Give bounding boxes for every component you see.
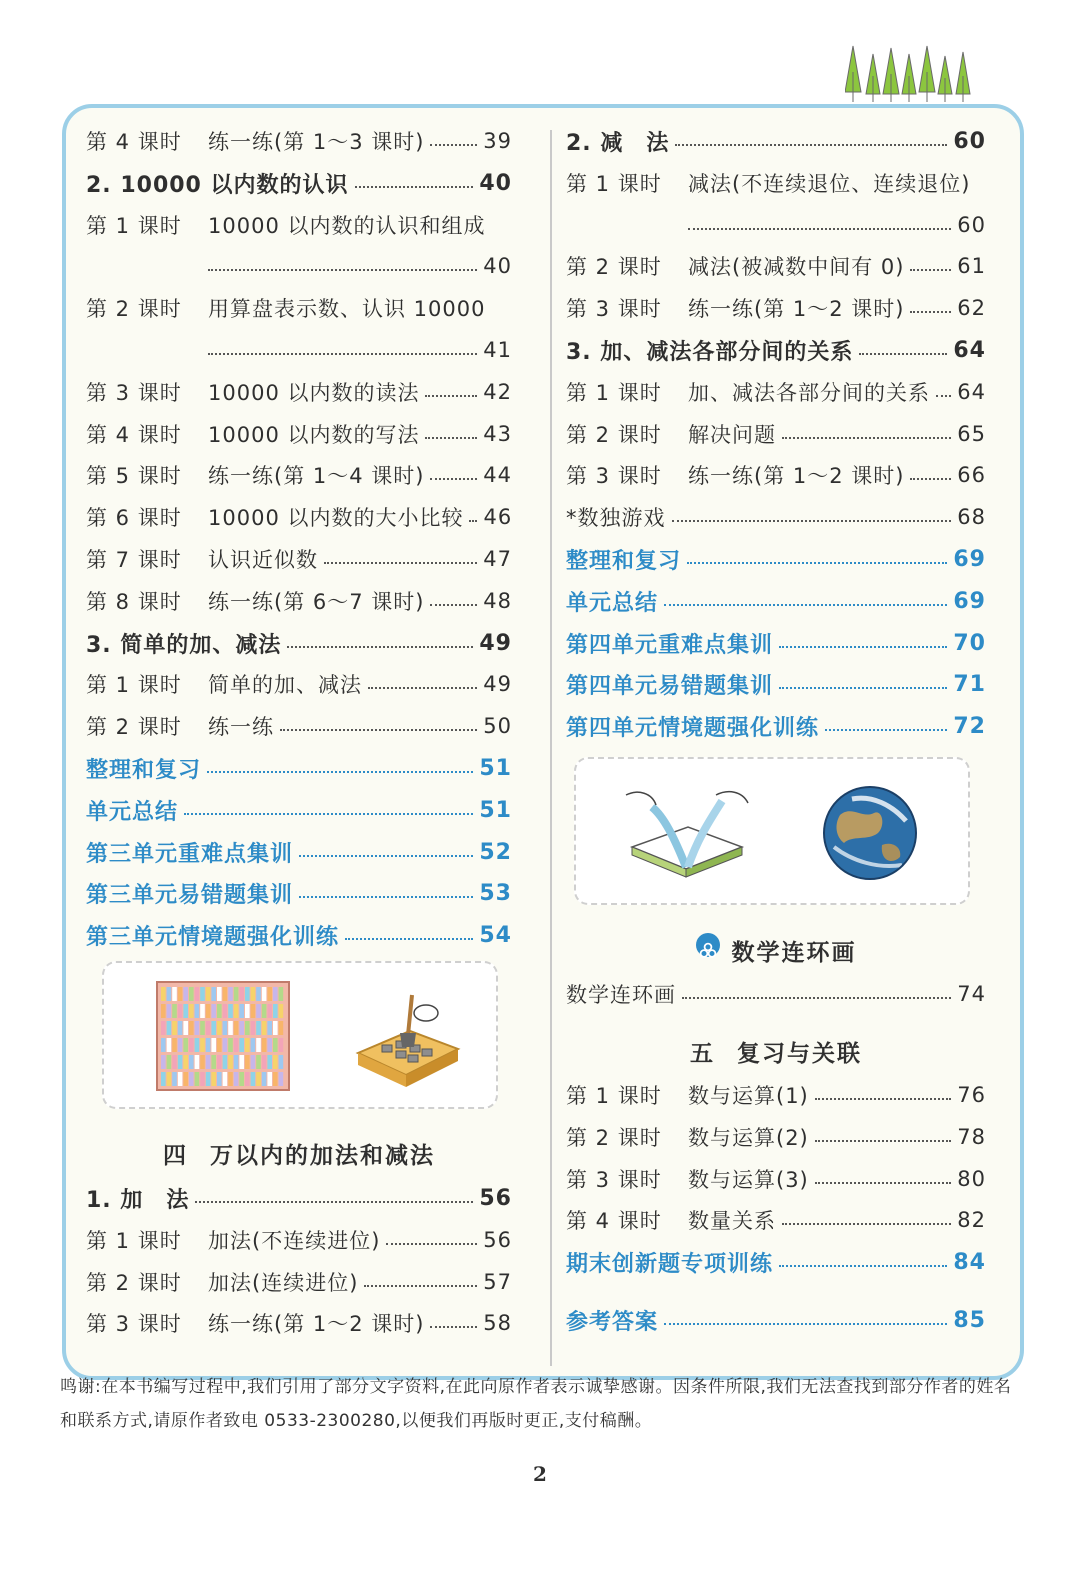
leader-dots (664, 604, 947, 606)
entry-title: 练一练 (208, 715, 274, 739)
page-ref: 51 (479, 755, 512, 781)
toc-entry[interactable] (86, 496, 512, 538)
page-ref: 82 (957, 1208, 986, 1232)
leader-dots (299, 855, 473, 857)
toc-entry[interactable] (566, 1158, 986, 1200)
leader-dots (345, 938, 473, 940)
tree-icon (845, 46, 970, 102)
page-ref: 54 (479, 922, 512, 948)
toc-entry[interactable] (566, 496, 986, 538)
page-ref: 64 (953, 337, 986, 363)
lesson-label: 第 1 课时 (86, 1229, 182, 1253)
page-ref: 39 (483, 129, 512, 153)
leader-dots (430, 1326, 477, 1328)
leader-dots (682, 997, 951, 999)
toc-special[interactable] (566, 663, 986, 705)
entry-title: 数与运算(2) (688, 1126, 809, 1150)
comic-heading (566, 930, 986, 976)
entry-title: 第三单元易错题集训 (86, 882, 294, 908)
toc-entry[interactable] (566, 287, 986, 329)
toc-entry[interactable] (566, 973, 986, 1015)
lesson-label: 第 4 课时 (566, 1209, 662, 1233)
toc-entry-continued[interactable] (86, 245, 512, 287)
unit-heading (566, 1031, 986, 1077)
leader-dots (208, 353, 477, 355)
leader-dots (910, 311, 951, 313)
lesson-label: 第 2 课时 (566, 255, 662, 279)
trees-decoration (845, 42, 985, 104)
toc-special[interactable] (566, 1241, 986, 1283)
page-ref: 41 (483, 338, 512, 362)
entry-title: 数与运算(3) (688, 1168, 809, 1192)
entry-title: 数与运算(1) (688, 1084, 809, 1108)
entry-title: 3. 简单的加、减法 (86, 632, 282, 658)
lesson-label: 第 3 课时 (566, 464, 662, 488)
leader-dots (815, 1098, 952, 1100)
lesson-label: 第 2 课时 (86, 715, 182, 739)
leader-dots (425, 437, 477, 439)
entry-title: 加法(连续进位) (208, 1271, 359, 1295)
leader-dots (779, 687, 947, 689)
leader-dots (910, 269, 951, 271)
lesson-label: 第 2 课时 (86, 1271, 182, 1295)
page-ref: 74 (957, 982, 986, 1006)
lesson-label: 第 3 课时 (566, 297, 662, 321)
entry-title: 第三单元情境题强化训练 (86, 924, 340, 950)
page-ref: 53 (479, 880, 512, 906)
page-ref: 48 (483, 589, 512, 613)
entry-title: 练一练(第 1～2 课时) (688, 297, 905, 321)
page-ref: 80 (957, 1167, 986, 1191)
page-ref: 78 (957, 1125, 986, 1149)
leader-dots (779, 646, 947, 648)
page-ref: 72 (953, 713, 986, 739)
entry-title: 第四单元重难点集训 (566, 632, 774, 658)
page-ref: 44 (483, 463, 512, 487)
toc-entry[interactable] (86, 663, 512, 705)
toc-special[interactable] (86, 914, 512, 956)
clover-icon (696, 933, 720, 957)
page-ref: 40 (479, 170, 512, 196)
toc-special[interactable] (86, 789, 512, 831)
entry-title: 10000 以内数的读法 (208, 381, 420, 405)
leader-dots (782, 437, 951, 439)
entry-title: 3. 加、减法各部分间的关系 (566, 339, 854, 365)
lesson-label: 第 2 课时 (566, 1126, 662, 1150)
entry-title: 加法(不连续进位) (208, 1229, 381, 1253)
page-ref: 66 (957, 463, 986, 487)
lesson-label: 第 1 课时 (566, 172, 662, 196)
toc-entry[interactable] (86, 1219, 512, 1261)
page-ref: 57 (483, 1270, 512, 1294)
unit-title: 万以内的加法和减法 (210, 1143, 435, 1169)
leader-dots (825, 729, 947, 731)
lesson-label: 第 1 课时 (86, 214, 182, 238)
leader-dots (664, 1323, 947, 1325)
entry-title: 单元总结 (566, 590, 659, 616)
toc-section[interactable] (86, 622, 512, 664)
lesson-label: 第 1 课时 (86, 673, 182, 697)
leader-dots (910, 478, 951, 480)
leader-dots (782, 1223, 951, 1225)
entry-title: 单元总结 (86, 799, 179, 825)
page-ref: 64 (957, 380, 986, 404)
toc-section[interactable] (86, 162, 512, 204)
leader-dots (184, 813, 473, 815)
entry-title: 10000 以内数的大小比较 (208, 506, 464, 530)
page-ref: 70 (953, 630, 986, 656)
illustration-box-right (574, 757, 970, 905)
toc-entry[interactable] (86, 413, 512, 455)
earth-illustration (822, 785, 918, 881)
page-ref: 43 (483, 422, 512, 446)
page-ref: 84 (953, 1249, 986, 1275)
leader-dots (425, 395, 477, 397)
entry-title: 减法(被减数中间有 0) (688, 255, 905, 279)
toc-special[interactable] (566, 705, 986, 747)
leader-dots (299, 896, 473, 898)
leader-dots (324, 562, 477, 564)
illustration-box-left (102, 961, 498, 1109)
leader-dots (430, 144, 477, 146)
toc-entry[interactable] (86, 120, 512, 162)
leader-dots (815, 1182, 952, 1184)
unit-title: 复习与关联 (737, 1041, 862, 1067)
toc-entry-continued[interactable] (86, 329, 512, 371)
toc-entry[interactable] (566, 1199, 986, 1241)
page-ref: 62 (957, 296, 986, 320)
lesson-label: 第 4 课时 (86, 130, 182, 154)
toc-section[interactable] (86, 1177, 512, 1219)
entry-title: 用算盘表示数、认识 10000 (208, 297, 486, 321)
entry-title: 第四单元情境题强化训练 (566, 715, 820, 741)
toc-special[interactable] (566, 538, 986, 580)
lesson-label: 第 2 课时 (566, 423, 662, 447)
entry-title: 练一练(第 1～3 课时) (208, 130, 425, 154)
page-ref: 49 (483, 672, 512, 696)
entry-title: 认识近似数 (208, 548, 318, 572)
leader-dots (469, 520, 477, 522)
page-ref: 69 (953, 588, 986, 614)
leader-dots (386, 1243, 477, 1245)
toc-entry[interactable] (566, 162, 986, 204)
page-ref: 60 (953, 128, 986, 154)
leader-dots (355, 186, 474, 188)
leader-dots (430, 478, 477, 480)
leader-dots (208, 269, 477, 271)
entry-title: 第四单元易错题集训 (566, 673, 774, 699)
entry-title: 10000 以内数的写法 (208, 423, 420, 447)
page-ref: 60 (957, 213, 986, 237)
leader-dots (859, 353, 947, 355)
unit-number: 四 (163, 1143, 188, 1169)
toc-entry[interactable] (566, 454, 986, 496)
toc-entry-continued[interactable] (566, 204, 986, 246)
toc-special[interactable] (86, 747, 512, 789)
page-ref: 85 (953, 1307, 986, 1333)
column-divider (550, 130, 552, 1366)
leader-dots (675, 144, 947, 146)
entry-title: 解决问题 (688, 423, 776, 447)
acknowledgement-note: 鸣谢:在本书编写过程中,我们引用了部分文字资料,在此向原作者表示诚挚感谢。因条件所限,我们无法查找到部分作者的姓名和联系方式,请原作者致电 0533-2300280,以便我们再版时更正,支付稿酬。 (60, 1377, 1012, 1431)
leader-dots (287, 646, 473, 648)
entry-title: 减法(不连续退位、连续退位) (688, 172, 971, 196)
lesson-label: 第 1 课时 (566, 1084, 662, 1108)
leader-dots (815, 1140, 952, 1142)
toc-entry[interactable] (566, 413, 986, 455)
lesson-label: 第 3 课时 (86, 381, 182, 405)
entry-title: 第三单元重难点集训 (86, 841, 294, 867)
lesson-label: 第 8 课时 (86, 590, 182, 614)
leader-dots (280, 729, 477, 731)
toc-special[interactable] (566, 622, 986, 664)
bookshelf-illustration (156, 981, 290, 1091)
toc-entry[interactable] (566, 371, 986, 413)
unit-title: 数学连环画 (731, 940, 857, 966)
toc-entry[interactable] (86, 287, 512, 329)
toc-entry[interactable] (86, 371, 512, 413)
page-ref: 56 (479, 1185, 512, 1211)
toc-entry[interactable] (86, 705, 512, 747)
book-flip-illustration (612, 787, 760, 879)
leader-dots (779, 1265, 947, 1267)
page-number: 2 (533, 1462, 547, 1486)
page-ref: 52 (479, 839, 512, 865)
entry-title: 期末创新题专项训练 (566, 1251, 774, 1277)
page-ref: 40 (483, 254, 512, 278)
leader-dots (672, 520, 952, 522)
entry-title: 整理和复习 (86, 757, 202, 783)
toc-special[interactable] (566, 580, 986, 622)
page-ref: 65 (957, 422, 986, 446)
toc-entry[interactable] (566, 1074, 986, 1116)
toc-entry[interactable] (86, 1302, 512, 1344)
leader-dots (687, 562, 947, 564)
leader-dots (368, 687, 477, 689)
lesson-label: 第 7 课时 (86, 548, 182, 572)
lesson-label: 第 2 课时 (86, 297, 182, 321)
entry-title: 练一练(第 1～2 课时) (688, 464, 905, 488)
entry-title: 2. 减 法 (566, 130, 670, 156)
lesson-label: 第 5 课时 (86, 464, 182, 488)
toc-special[interactable] (86, 831, 512, 873)
page-ref: 61 (957, 254, 986, 278)
lesson-label: 第 3 课时 (86, 1312, 182, 1336)
toc-entry[interactable] (566, 1116, 986, 1158)
lesson-label: 第 3 课时 (566, 1168, 662, 1192)
entry-title: 2. 10000 以内数的认识 (86, 172, 349, 198)
page-ref: 42 (483, 380, 512, 404)
page-ref: 76 (957, 1083, 986, 1107)
page-ref: 68 (957, 505, 986, 529)
page-ref: 49 (479, 630, 512, 656)
toc-entry[interactable] (566, 245, 986, 287)
toc-section[interactable] (566, 120, 986, 162)
toc-entry[interactable] (86, 454, 512, 496)
toc-entry[interactable] (86, 580, 512, 622)
toc-entry[interactable] (86, 538, 512, 580)
page-ref: 51 (479, 797, 512, 823)
toc-entry[interactable] (86, 204, 512, 246)
page-ref: 71 (953, 671, 986, 697)
entry-title: *数独游戏 (566, 506, 666, 530)
toc-entry[interactable] (86, 1261, 512, 1303)
leader-dots (195, 1201, 473, 1203)
entry-title: 练一练(第 1～4 课时) (208, 464, 425, 488)
lesson-label: 第 4 课时 (86, 423, 182, 447)
entry-title: 练一练(第 6～7 课时) (208, 590, 425, 614)
entry-title: 整理和复习 (566, 548, 682, 574)
brush-sand-illustration (352, 993, 462, 1089)
entry-title: 数量关系 (688, 1209, 776, 1233)
lesson-label: 第 1 课时 (566, 381, 662, 405)
entry-title: 加、减法各部分间的关系 (688, 381, 930, 405)
toc-special[interactable] (566, 1299, 986, 1341)
entry-title: 1. 加 法 (86, 1187, 190, 1213)
unit-number: 五 (690, 1041, 715, 1067)
page-ref: 50 (483, 714, 512, 738)
entry-title: 练一练(第 1～2 课时) (208, 1312, 425, 1336)
page-ref: 56 (483, 1228, 512, 1252)
toc-section[interactable] (566, 329, 986, 371)
leader-dots (936, 395, 951, 397)
leader-dots (364, 1285, 477, 1287)
page-ref: 47 (483, 547, 512, 571)
page-ref: 46 (483, 505, 513, 529)
page-ref: 69 (953, 546, 986, 572)
lesson-label: 第 6 课时 (86, 506, 182, 530)
entry-title: 参考答案 (566, 1309, 659, 1335)
page-ref: 58 (483, 1311, 512, 1335)
toc-special[interactable] (86, 872, 512, 914)
entry-title: 数学连环画 (566, 983, 676, 1007)
leader-dots (688, 228, 951, 230)
leader-dots (430, 604, 477, 606)
entry-title: 简单的加、减法 (208, 673, 362, 697)
leader-dots (207, 771, 473, 773)
unit-heading (86, 1133, 512, 1179)
entry-title: 10000 以内数的认识和组成 (208, 214, 486, 238)
